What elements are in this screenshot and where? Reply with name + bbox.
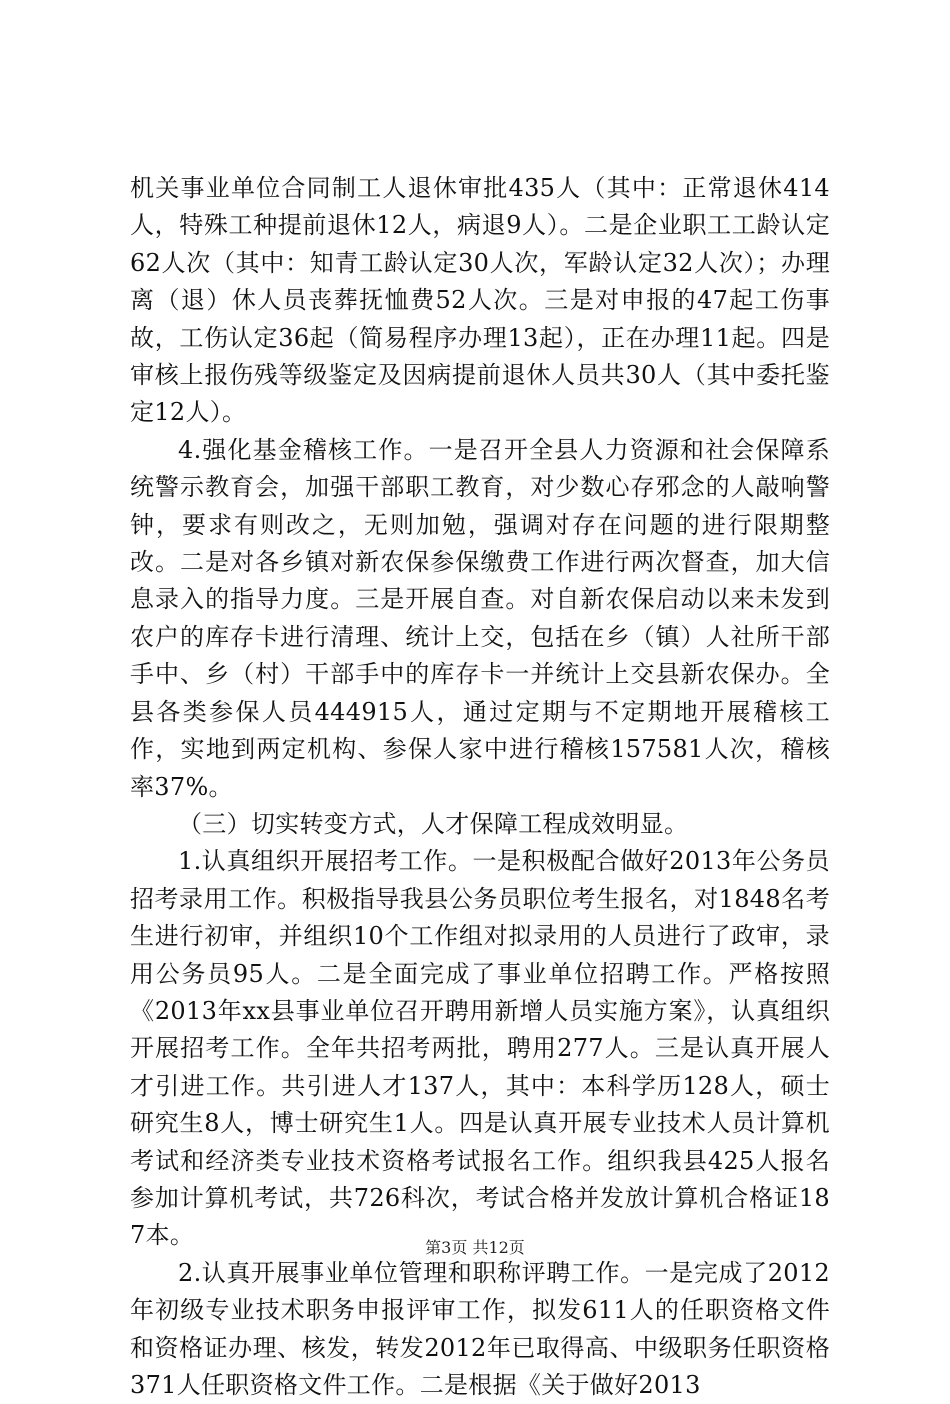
paragraph-2: 4.强化基金稽核工作。一是召开全县人力资源和社会保障系统警示教育会，加强干部职工教育，对少数心存邪念的人敲响警钟，要求有则改之，无则加勉，强调对存在问题的进行限期整改。二是对各乡镇对新农保参保缴费工作进行两次督查，加大信息录入的指导力度。三是开展自查。对自新农保启动以来未发到农户的库存卡进行清理、统计上交，包括在乡（镇）人社所干部手中、乡（村）干部手中的库存卡一并统计上交县新农保办。全县各类参保人员444915人，通过定期与不定期地开展稽核工作，实地到两定机构、参保人家中进行稽核157581人次，稽核率37%。 (130, 435, 830, 801)
section-heading: （三）切实转变方式，人才保障工程成效明显。 (178, 809, 689, 838)
paragraph-1: 机关事业单位合同制工人退休审批435人（其中：正常退休414人，特殊工种提前退休12人，病退9人）。二是企业职工工龄认定62人次（其中：知青工龄认定30人次，军龄认定32人次）；办理离（退）休人员丧葬抚恤费52人次。三是对申报的47起工伤事故，工伤认定36起（简易程序办理13起），正在办理11起。四是审核上报伤残等级鉴定及因病提前退休人员共30人（其中委托鉴定12人）。 (130, 174, 830, 427)
document-body (130, 170, 830, 1404)
paragraph-4: 2.认真开展事业单位管理和职称评聘工作。一是完成了2012年初级专业技术职务申报评审工作，拟发611人的任职资格文件和资格证办理、核发，转发2012年已取得高、中级职务任职资格371人任职资格文件工作。二是根据《关于做好2013 (130, 1258, 830, 1399)
paragraph-3: 1.认真组织开展招考工作。一是积极配合做好2013年公务员招考录用工作。积极指导我县公务员职位考生报名，对1848名考生进行初审，并组织10个工作组对拟录用的人员进行了政审，录用公务员95人。二是全面完成了事业单位招聘工作。严格按照《2013年xx县事业单位召开聘用新增人员实施方案》，认真组织开展招考工作。全年共招考两批，聘用277人。三是认真开展人才引进工作。共引进人才137人，其中：本科学历128人，硕士研究生8人，博士研究生1人。四是认真开展专业技术人员计算机考试和经济类专业技术资格考试报名工作。组织我县425人报名参加计算机考试，共726科次，考试合格并发放计算机合格证187本。 (130, 847, 830, 1250)
page-number-footer: 第3页 共12页 (425, 1238, 525, 1257)
